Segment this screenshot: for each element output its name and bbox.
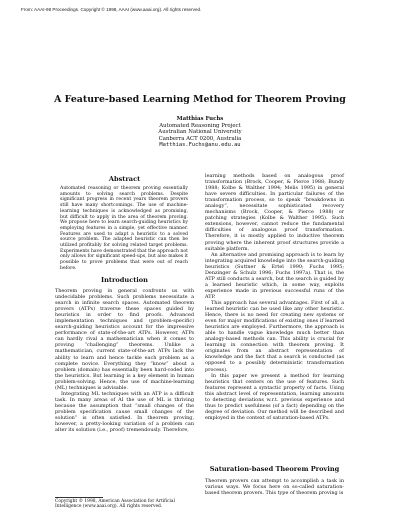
body-paragraph: In this paper we present a method for learning heuristics that centers on the use of features. Such features represent a syntactic property of facts. Using this abstract level of representation, learning amounts to detecting deviations w.r.t. previous experience and thus to predict usefulness (of a fact) depending on the degree of deviation. Our method will be described and employed in the context of saturation-based ATPs.: [205, 372, 344, 421]
intro-paragraph: Integrating ML techniques with an ATP is a difficult task. In many areas of AI the use of ML is thriving because the assumption that “small changes of the problem specification cause small changes of the solution” is often satisfied. In theorem proving, however, a pretty-looking variation of a problem can alter its solution (i.e., proof) tremendously. Therefore,: [55, 390, 194, 434]
author-block: [0, 116, 400, 149]
footnote-rule: [55, 497, 103, 498]
right-column-body: [205, 173, 344, 421]
body-paragraph: Theorem provers can attempt to accomplish a task in various ways. We focus here on so-called saturation-based theorem provers. This type of theorem proving is: [205, 478, 344, 497]
copyright-header-note: From: AAAI-98 Proceedings. Copyright © 1998, AAAI (www.aaai.org). All rights reserved.: [21, 7, 202, 12]
body-paragraph: learning methods based on analogous proof transformation (Brock, Cooper, & Pierce 1988; Bundy 1988; Kolbe & Walther 1994; Melis 1995) in general have severe difficulties. In particular failures of the transformation process, so to speak “breakdowns in analogy”, necessitate sophisticated recovery mechanisms (Brock, Cooper, & Pierce 1988) or patching strategies (Kolbe & Walther 1995). Such extensions, however, cannot reduce the fundamental difficulties of analogous proof transformation. Therefore, it is mostly applied to inductive theorem proving where the inherent proof structures provide a suitable platform.: [205, 173, 344, 252]
body-paragraph: This approach has several advantages. First of all, a learned heuristic can be used like any other heuristic. Hence, there is no need for creating new systems or even for major modifications of existing ones if learned heuristics are employed. Furthermore, the approach is able to handle vague knowledge much better than analogy-based methods can. This ability is crucial for learning in connection with theorem proving. It originates from an abstract representation of knowledge and the fact that a search is conducted (as opposed to a possibly deterministic transformation process).: [205, 299, 344, 373]
abstract-heading: Abstract: [108, 175, 141, 183]
author-name: Matthias Fuchs: [176, 116, 224, 122]
body-paragraph: An alternative and promising approach is to learn by integrating acquired knowledge into the search-guiding heuristics (Suttner & Ertel 1990; Fuchs 1995; Denzinger & Schulz 1996; Fuchs 1997a). That is, the ATP still conducts a search, but the search is guided by a learned heuristic which, in some way, exploits experience made in previous successful runs of the ATP.: [205, 251, 344, 300]
author-affiliation-line: Canberra ACT 0200, Australia: [158, 135, 242, 142]
author-affiliation-line: Automated Reasoning Project: [159, 122, 241, 129]
footnote: Copyright © 1998, American Association for Artificial Intelligence (www.aaai.org). All rights reserved.: [55, 499, 175, 510]
author-affiliation-line: Australian National University: [158, 129, 242, 136]
saturation-section-body: [205, 478, 344, 496]
saturation-section-heading: Saturation-based Theorem Proving: [209, 465, 340, 473]
intro-paragraph: Theorem proving in general confronts us with undecidable problems. Such problems necessitate a search in infinite search spaces. Automated theorem provers (ATPs) traverse these spaces guided by heuristics in order to find proofs. Advanced implementation techniques and (problem-specific) search-guiding heuristics account for the impressive performance of state-of-the-art ATPs. However, ATPs can hardly rival a mathematician when it comes to proving “challenging” theorems. Unlike a mathematician, current state-of-the-art ATPs lack the ability to learn and hence tackle each problem as a complete novice. Everything they “know” about a problem (domain) has essentially been hard-coded into the heuristics. But learning is a key element in human problem-solving. Hence, the use of machine-learning (ML) techniques is advisable.: [55, 288, 194, 391]
abstract-text: Automated reasoning or theorem proving essentially amounts to solving search problems. Despite significant progress in recent years theorem provers still have many shortcomings. The use of machine-learning techniques is acknowledged as promising, but difficult to apply in the area of theorem proving. We propose here to learn search-guiding heuristics by employing features in a simple, yet effective manner. Features are used to adapt a heuristic to a solved source problem. The adapted heuristic can then be utilized profitably for solving related target problems. Experiments have demonstrated that the approach not only allows for significant speed-ups, but also makes it possible to prove problems that were out of reach before.: [60, 186, 188, 271]
introduction-body: [55, 288, 194, 433]
paper-title: A Feature-based Learning Method for Theorem Proving: [54, 94, 346, 105]
author-email: Matthias.Fuchs@anu.edu.au: [159, 142, 241, 149]
introduction-heading: Introduction: [101, 276, 148, 284]
